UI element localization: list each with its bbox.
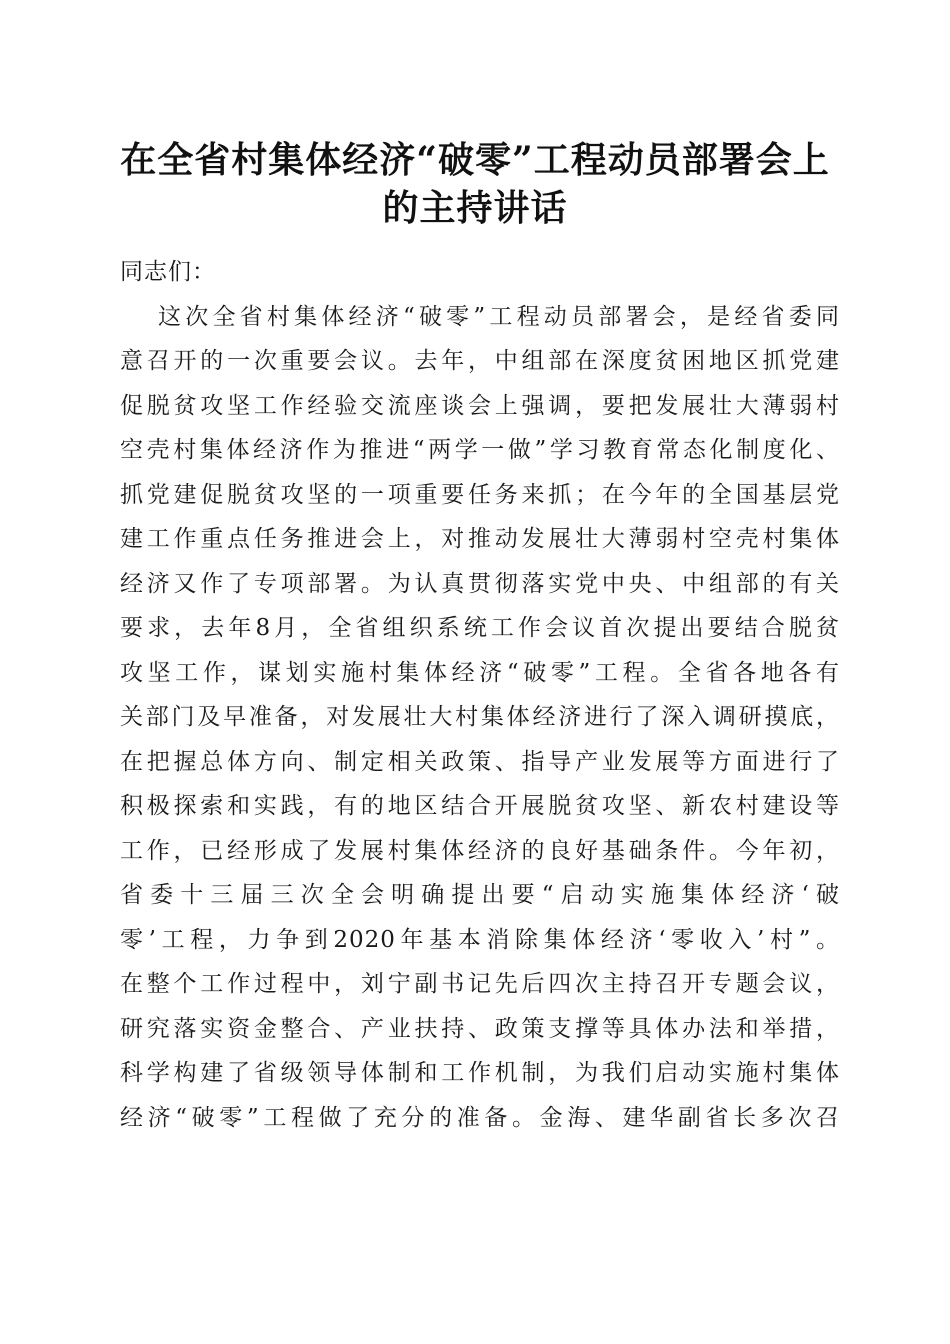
document-title bbox=[100, 136, 850, 232]
paragraph-line: 攻坚工作，谋划实施村集体经济“破零”工程。全省各地各有 bbox=[120, 659, 840, 686]
paragraph-line: 这次全省村集体经济“破零”工程动员部署会，是经省委同 bbox=[158, 303, 840, 330]
paragraph-line: 空壳村集体经济作为推进“两学一做”学习教育常态化制度化、 bbox=[120, 437, 840, 463]
paragraph-line: 关部门及早准备，对发展壮大村集体经济进行了深入调研摸底， bbox=[120, 704, 840, 730]
paragraph-line: 意召开的一次重要会议。去年，中组部在深度贫困地区抓党建 bbox=[120, 348, 840, 374]
paragraph-line: 零’工程，力争到2020年基本消除集体经济‘零收入’村”。 bbox=[120, 926, 840, 953]
paragraph-line: 省委十三届三次全会明确提出要“启动实施集体经济‘破 bbox=[120, 882, 840, 908]
paragraph-line: 经济又作了专项部署。为认真贯彻落实党中央、中组部的有关 bbox=[120, 570, 840, 597]
paragraph-line: 科学构建了省级领导体制和工作机制，为我们启动实施村集体 bbox=[120, 1060, 840, 1086]
paragraph-line: 在整个工作过程中，刘宁副书记先后四次主持召开专题会议， bbox=[120, 971, 840, 997]
paragraph-line: 在把握总体方向、制定相关政策、指导产业发展等方面进行了 bbox=[120, 748, 840, 775]
paragraph-line: 建工作重点任务推进会上，对推动发展壮大薄弱村空壳村集体 bbox=[120, 526, 840, 552]
paragraph-line: 经济“破零”工程做了充分的准备。金海、建华副省长多次召 bbox=[120, 1104, 840, 1131]
title-line-1: 在全省村集体经济“破零”工程动员部署会上 bbox=[120, 139, 830, 181]
title-line-2: 的主持讲话 bbox=[382, 187, 568, 229]
paragraph-line: 促脱贫攻坚工作经验交流座谈会上强调，要把发展壮大薄弱村 bbox=[120, 392, 840, 419]
paragraph-line: 积极探索和实践，有的地区结合开展脱贫攻坚、新农村建设等 bbox=[120, 793, 840, 819]
document-body bbox=[120, 250, 840, 1140]
paragraph-line: 要求，去年8月，全省组织系统工作会议首次提出要结合脱贫 bbox=[120, 615, 840, 641]
paragraph-line: 研究落实资金整合、产业扶持、政策支撑等具体办法和举措， bbox=[120, 1015, 840, 1042]
salutation: 同志们： bbox=[120, 259, 216, 285]
paragraph-line: 抓党建促脱贫攻坚的一项重要任务来抓；在今年的全国基层党 bbox=[120, 481, 840, 508]
paragraph-line: 工作，已经形成了发展村集体经济的良好基础条件。今年初， bbox=[120, 837, 840, 864]
